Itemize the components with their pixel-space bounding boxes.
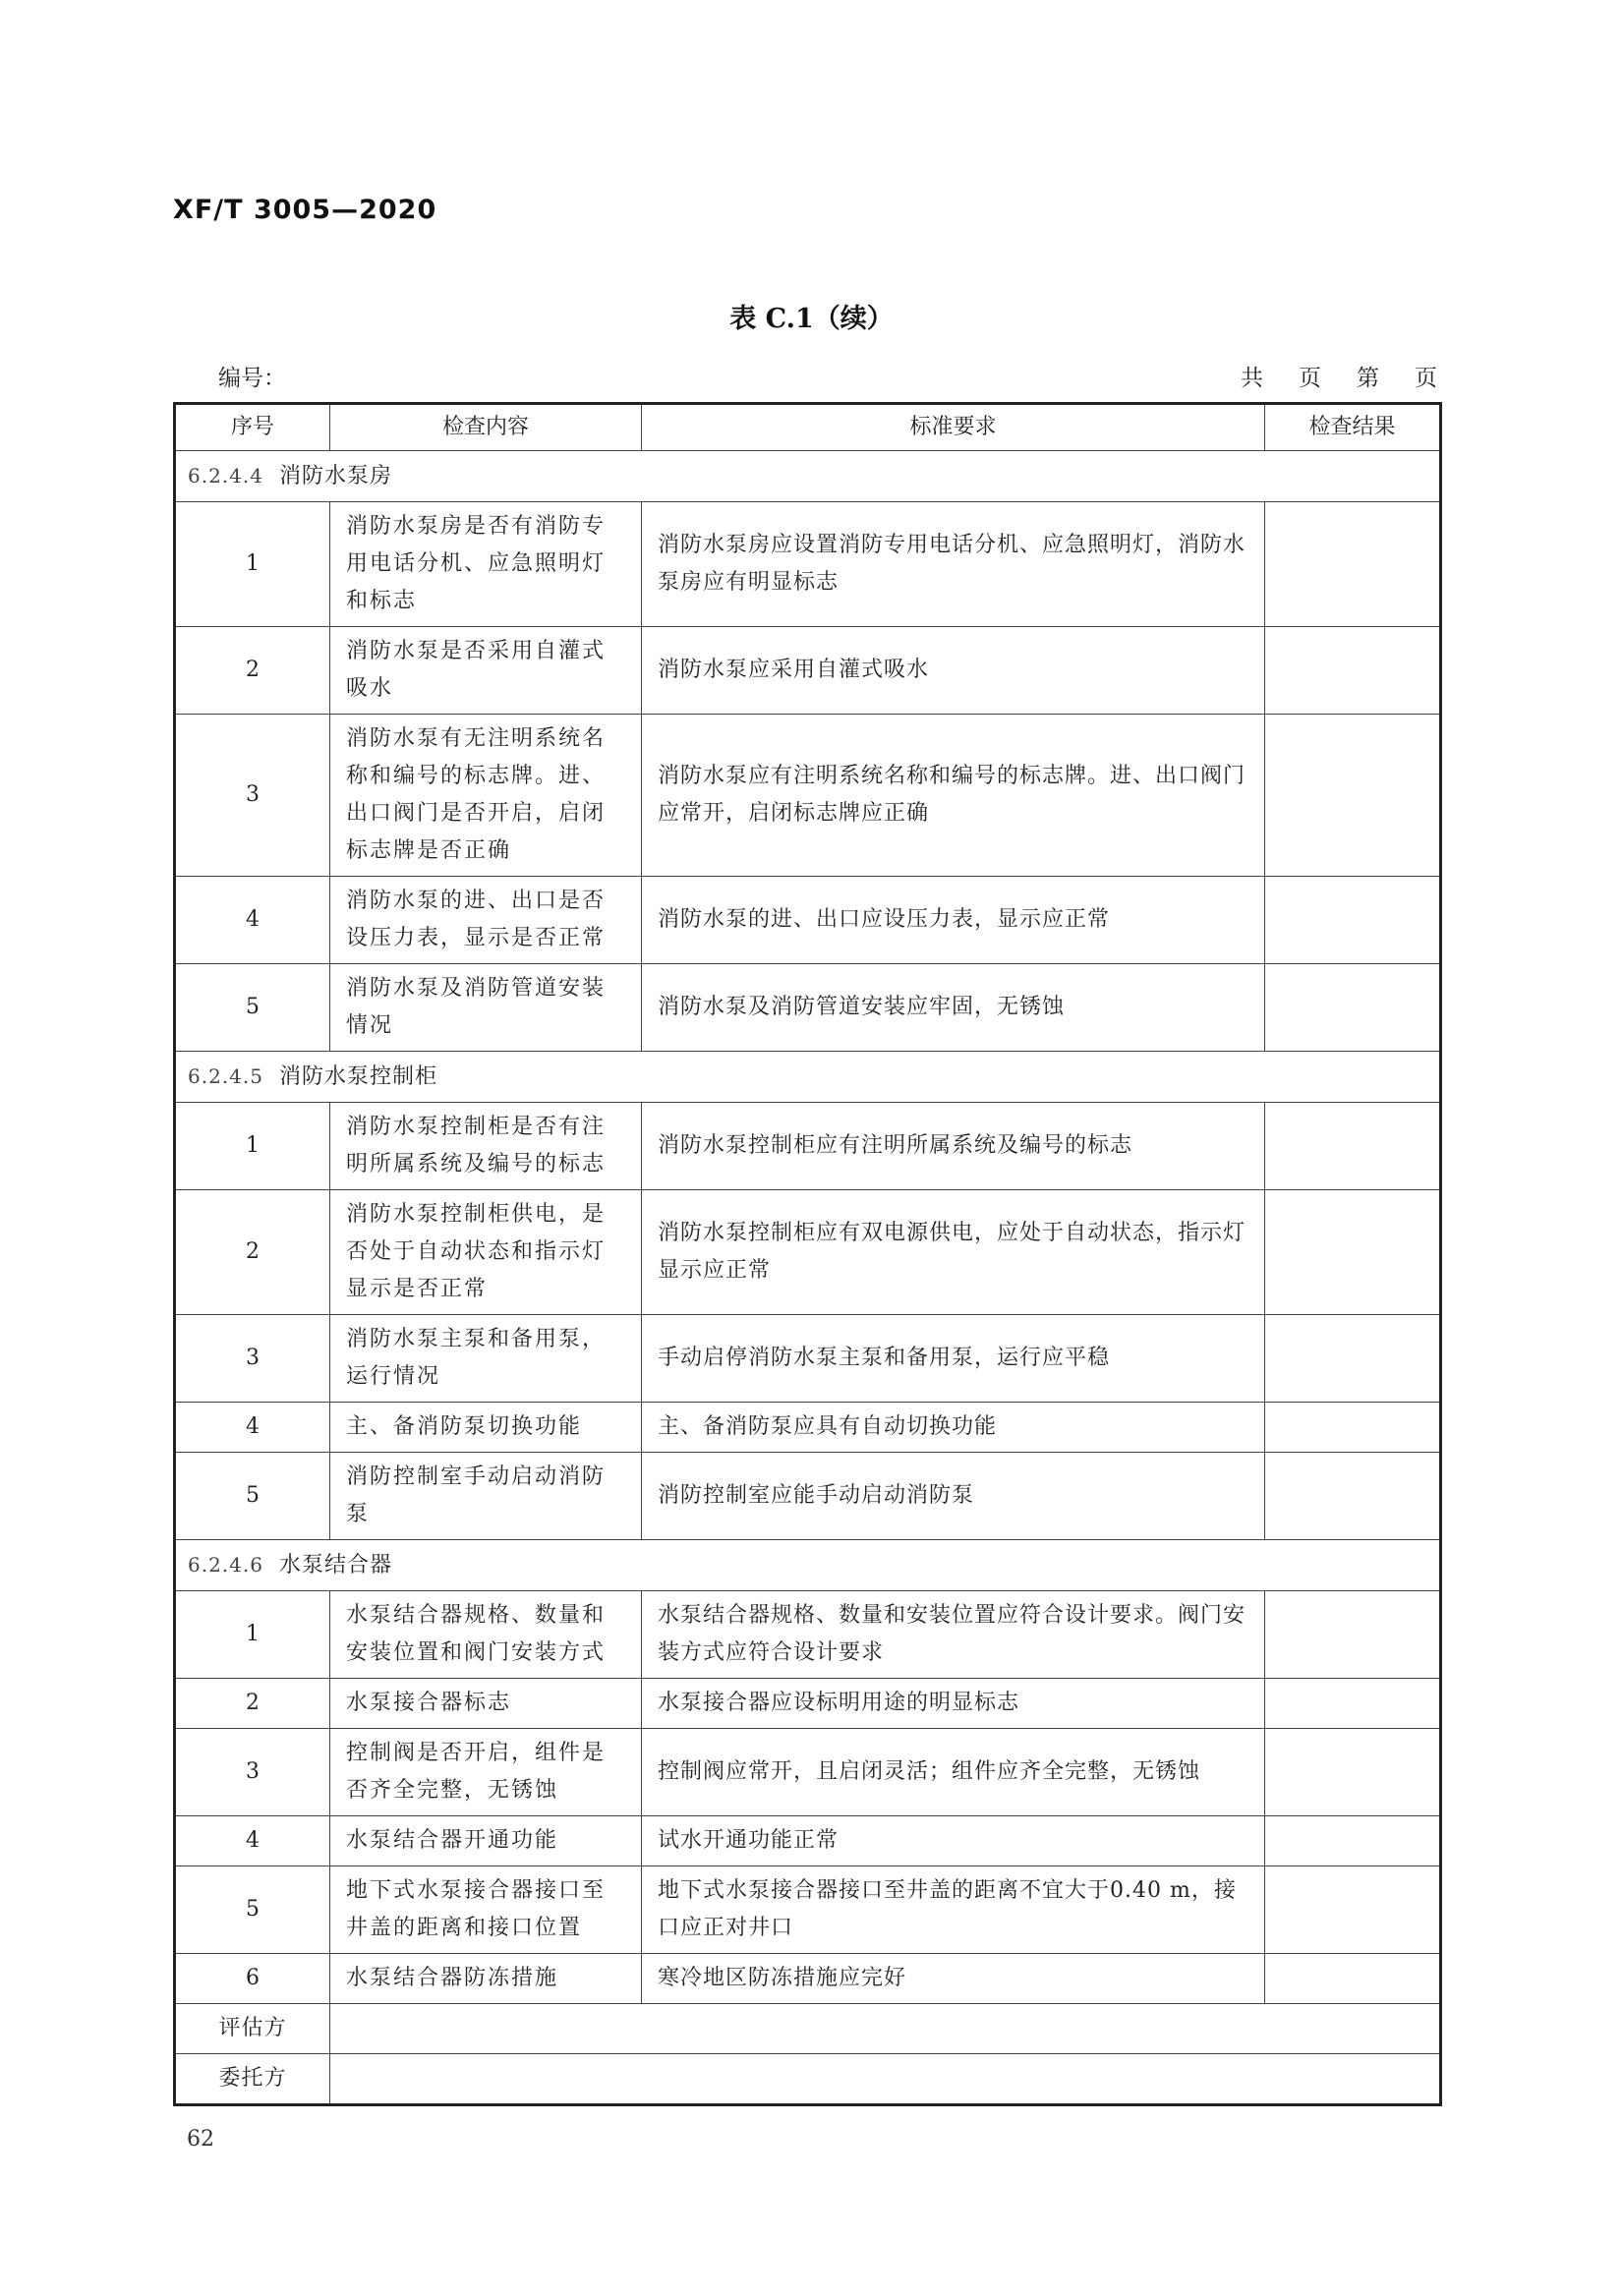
table-body: [175, 451, 1441, 2004]
table-row: [175, 1315, 1441, 1403]
standard-requirement: 消防水泵应采用自灌式吸水: [642, 627, 1265, 715]
check-result-cell[interactable]: [1265, 1103, 1441, 1190]
assessor-label: 评估方: [175, 2004, 330, 2054]
section-header: [175, 1540, 1441, 1591]
section-code: 6.2.4.4: [188, 464, 263, 488]
check-content: 消防水泵控制柜是否有注明所属系统及编号的标志: [330, 1103, 642, 1190]
check-content: 消防控制室手动启动消防泵: [330, 1453, 642, 1540]
table-row: [175, 1591, 1441, 1679]
check-content: 控制阀是否开启，组件是否齐全完整，无锈蚀: [330, 1729, 642, 1816]
page-label-2: 页: [1415, 366, 1437, 391]
row-number: 1: [175, 1591, 330, 1679]
check-result-cell[interactable]: [1265, 715, 1441, 877]
check-result-cell[interactable]: [1265, 964, 1441, 1052]
standard-requirement: 试水开通功能正常: [642, 1816, 1265, 1866]
col-header-content: 检查内容: [330, 404, 642, 451]
signoff-row-client: [175, 2054, 1441, 2105]
table-title: 表 C.1（续）: [729, 304, 894, 334]
row-number: 2: [175, 1679, 330, 1729]
row-number: 4: [175, 877, 330, 964]
total-label: 共: [1241, 366, 1263, 391]
table-row: [175, 715, 1441, 877]
check-content: 水泵结合器开通功能: [330, 1816, 642, 1866]
table-row: [175, 1403, 1441, 1453]
standard-requirement: 寒冷地区防冻措施应完好: [642, 1954, 1265, 2004]
check-content: 地下式水泵接合器接口至井盖的距离和接口位置: [330, 1866, 642, 1954]
page-count-label: [1241, 360, 1437, 392]
table-header-row: [175, 404, 1441, 451]
row-number: 6: [175, 1954, 330, 2004]
row-number: 5: [175, 1453, 330, 1540]
table-row: [175, 964, 1441, 1052]
standard-requirement: 消防水泵应有注明系统名称和编号的标志牌。进、出口阀门应常开，启闭标志牌应正确: [642, 715, 1265, 877]
row-number: 2: [175, 627, 330, 715]
section-header: [175, 1052, 1441, 1103]
standard-requirement: 消防水泵控制柜应有双电源供电，应处于自动状态，指示灯显示应正常: [642, 1190, 1265, 1315]
check-content: 水泵接合器标志: [330, 1679, 642, 1729]
check-content: 消防水泵有无注明系统名称和编号的标志牌。进、出口阀门是否开启，启闭标志牌是否正确: [330, 715, 642, 877]
check-content: 水泵结合器防冻措施: [330, 1954, 642, 2004]
col-header-requirement: 标准要求: [642, 404, 1265, 451]
table-row: [175, 1954, 1441, 2004]
standard-requirement: 消防水泵及消防管道安装应牢固，无锈蚀: [642, 964, 1265, 1052]
row-number: 1: [175, 1103, 330, 1190]
check-result-cell[interactable]: [1265, 1190, 1441, 1315]
inspection-checklist-table: [173, 402, 1442, 2106]
check-content: 消防水泵控制柜供电，是否处于自动状态和指示灯显示是否正常: [330, 1190, 642, 1315]
check-result-cell[interactable]: [1265, 1866, 1441, 1954]
assessor-field[interactable]: [330, 2004, 1441, 2054]
serial-number-label: 编号：: [218, 366, 286, 391]
section-code: 6.2.4.5: [188, 1064, 263, 1088]
row-number: 3: [175, 1729, 330, 1816]
section-title: 水泵结合器: [278, 1553, 392, 1578]
standard-requirement: 消防水泵房应设置消防专用电话分机、应急照明灯，消防水泵房应有明显标志: [642, 502, 1265, 627]
standard-requirement: 水泵结合器规格、数量和安装位置应符合设计要求。阀门安装方式应符合设计要求: [642, 1591, 1265, 1679]
check-content: 消防水泵及消防管道安装情况: [330, 964, 642, 1052]
standard-requirement: 控制阀应常开，且启闭灵活；组件应齐全完整，无锈蚀: [642, 1729, 1265, 1816]
table-row: [175, 1816, 1441, 1866]
check-content: 主、备消防泵切换功能: [330, 1403, 642, 1453]
check-result-cell[interactable]: [1265, 1679, 1441, 1729]
table-row: [175, 1866, 1441, 1954]
table-row: [175, 502, 1441, 627]
check-result-cell[interactable]: [1265, 1954, 1441, 2004]
check-content: 消防水泵主泵和备用泵，运行情况: [330, 1315, 642, 1403]
check-result-cell[interactable]: [1265, 877, 1441, 964]
check-result-cell[interactable]: [1265, 502, 1441, 627]
table-row: [175, 1729, 1441, 1816]
check-result-cell[interactable]: [1265, 1591, 1441, 1679]
section-code: 6.2.4.6: [188, 1553, 263, 1577]
check-content: 水泵结合器规格、数量和安装位置和阀门安装方式: [330, 1591, 642, 1679]
standard-requirement: 手动启停消防水泵主泵和备用泵，运行应平稳: [642, 1315, 1265, 1403]
standard-requirement: 水泵接合器应设标明用途的明显标志: [642, 1679, 1265, 1729]
check-content: 消防水泵是否采用自灌式吸水: [330, 627, 642, 715]
row-number: 4: [175, 1816, 330, 1866]
check-result-cell[interactable]: [1265, 1315, 1441, 1403]
client-label: 委托方: [175, 2054, 330, 2105]
row-number: 5: [175, 1866, 330, 1954]
section-header: [175, 451, 1441, 502]
section-title: 消防水泵房: [278, 464, 392, 488]
check-result-cell[interactable]: [1265, 1403, 1441, 1453]
table-meta-row: [218, 360, 1437, 389]
check-content: 消防水泵的进、出口是否设压力表，显示是否正常: [330, 877, 642, 964]
page-number: 62: [187, 2127, 214, 2152]
table-row: [175, 1190, 1441, 1315]
check-result-cell[interactable]: [1265, 1729, 1441, 1816]
standard-requirement: 主、备消防泵应具有自动切换功能: [642, 1403, 1265, 1453]
page-label-1: 页: [1299, 366, 1321, 391]
section-header-row: [175, 451, 1441, 502]
standard-code: XF/T 3005—2020: [173, 195, 437, 225]
col-header-result: 检查结果: [1265, 404, 1441, 451]
check-result-cell[interactable]: [1265, 1453, 1441, 1540]
standard-requirement: 消防水泵的进、出口应设压力表，显示应正常: [642, 877, 1265, 964]
section-header-row: [175, 1540, 1441, 1591]
row-number: 4: [175, 1403, 330, 1453]
standard-requirement: 消防水泵控制柜应有注明所属系统及编号的标志: [642, 1103, 1265, 1190]
section-header-row: [175, 1052, 1441, 1103]
table-row: [175, 877, 1441, 964]
table-row: [175, 1103, 1441, 1190]
table-row: [175, 1679, 1441, 1729]
check-result-cell[interactable]: [1265, 1816, 1441, 1866]
row-number: 1: [175, 502, 330, 627]
col-header-no: 序号: [175, 404, 330, 451]
section-title: 消防水泵控制柜: [278, 1064, 437, 1089]
row-number: 3: [175, 1315, 330, 1403]
row-number: 5: [175, 964, 330, 1052]
signoff-row-assessor: [175, 2004, 1441, 2054]
nth-label: 第: [1357, 366, 1379, 391]
standard-requirement: 地下式水泵接合器接口至井盖的距离不宜大于0.40 m，接口应正对井口: [642, 1866, 1265, 1954]
table-row: [175, 627, 1441, 715]
client-field[interactable]: [330, 2054, 1441, 2105]
standard-requirement: 消防控制室应能手动启动消防泵: [642, 1453, 1265, 1540]
table-row: [175, 1453, 1441, 1540]
row-number: 2: [175, 1190, 330, 1315]
check-result-cell[interactable]: [1265, 627, 1441, 715]
check-content: 消防水泵房是否有消防专用电话分机、应急照明灯和标志: [330, 502, 642, 627]
row-number: 3: [175, 715, 330, 877]
